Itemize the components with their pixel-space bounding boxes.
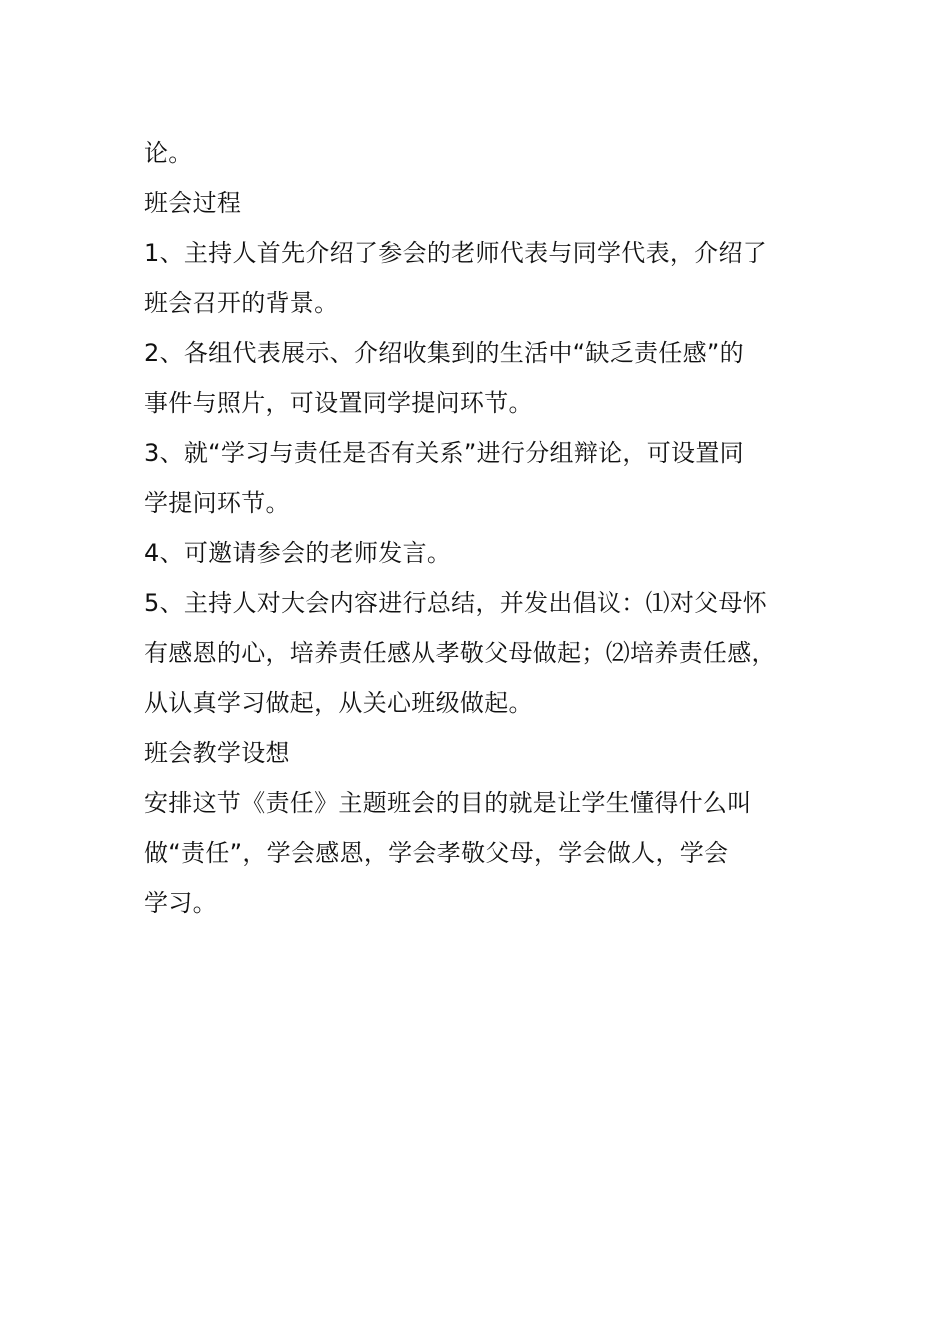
text-line: 学习。 <box>144 889 217 917</box>
text-line: 1、主持人首先介绍了参会的老师代表与同学代表，介绍了 <box>144 239 768 267</box>
text-line: 5、主持人对大会内容进行总结，并发出倡议：⑴对父母怀 <box>144 589 768 617</box>
document-body <box>144 128 834 928</box>
text-line: 论。 <box>144 139 193 167</box>
text-line: 4、可邀请参会的老师发言。 <box>144 539 452 567</box>
text-line: 做“责任”，学会感恩，学会孝敬父母，学会做人，学会 <box>144 839 729 867</box>
text-line: 事件与照片，可设置同学提问环节。 <box>144 389 533 417</box>
text-line: 学提问环节。 <box>144 489 290 517</box>
text-line: 安排这节《责任》主题班会的目的就是让学生懂得什么叫 <box>144 789 752 817</box>
text-line: 从认真学习做起，从关心班级做起。 <box>144 689 533 717</box>
text-line: 2、各组代表展示、介绍收集到的生活中“缺乏责任感”的 <box>144 339 744 367</box>
text-line: 班会召开的背景。 <box>144 289 339 317</box>
text-line: 3、就“学习与责任是否有关系”进行分组辩论，可设置同 <box>144 439 744 467</box>
section-heading-process: 班会过程 <box>144 189 242 217</box>
section-heading-teaching-idea: 班会教学设想 <box>144 739 290 767</box>
text-line: 有感恩的心，培养责任感从孝敬父母做起；⑵培养责任感， <box>144 639 776 667</box>
